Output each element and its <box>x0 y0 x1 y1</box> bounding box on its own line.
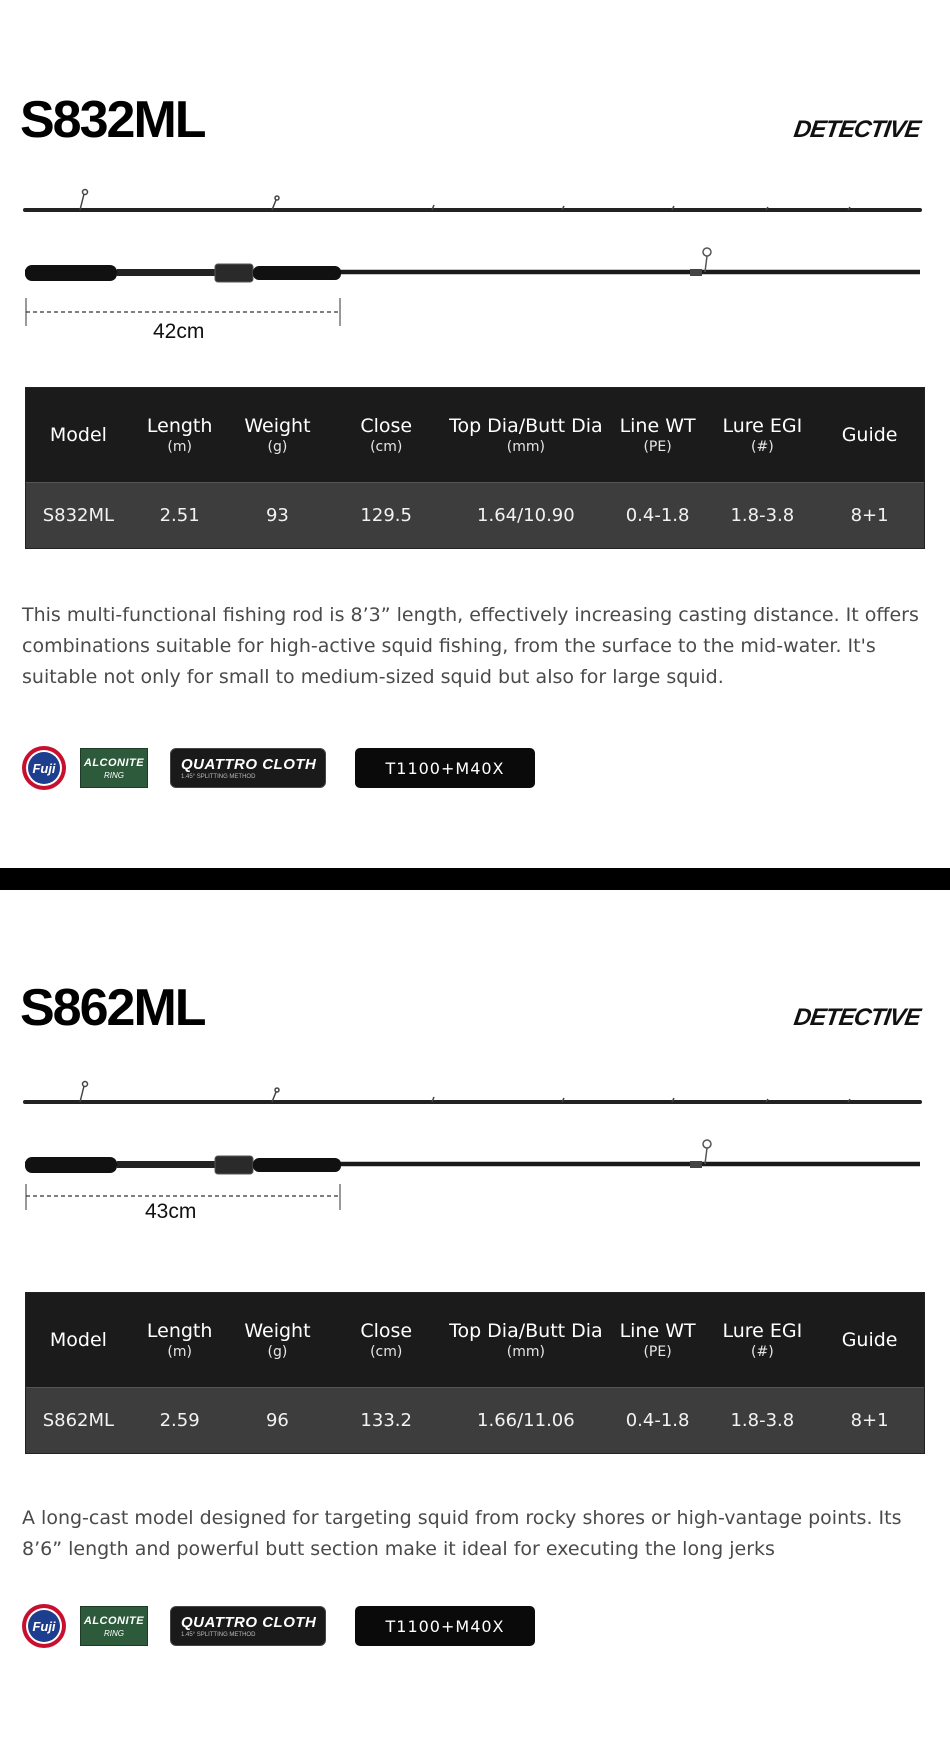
table-row <box>26 482 924 548</box>
header-model: Model <box>49 424 107 446</box>
header-close: Close (cm) <box>360 415 413 455</box>
header-model: Model <box>49 1329 107 1351</box>
cell-dia: 1.64/10.90 <box>477 505 575 526</box>
table-row <box>26 1387 924 1453</box>
header-length: Length (m) <box>146 415 213 455</box>
header-close: Close (cm) <box>360 1320 413 1360</box>
brand-logo: DETECTIVE <box>792 116 922 143</box>
feature-badges <box>22 744 542 790</box>
spec-table-header <box>26 388 924 482</box>
material-badge: T1100+M40X <box>355 748 535 788</box>
material-badge: T1100+M40X <box>355 1606 535 1646</box>
fuji-logo: Fuji <box>22 1604 66 1648</box>
header-lure-egi: Lure EGI (#) <box>722 1320 803 1360</box>
cell-line-wt: 0.4-1.8 <box>625 505 690 526</box>
product-section-s832ml <box>0 0 950 868</box>
product-description: A long-cast model designed for targeting squid from rocky shores or high-vantage points. Its 8’6” length and powerful butt section make it ideal for executing the long jerks <box>22 1507 902 1560</box>
header-guide: Guide <box>841 1329 898 1351</box>
cell-close: 133.2 <box>360 1410 412 1431</box>
brand-logo: DETECTIVE <box>792 1004 922 1031</box>
rod-illustration <box>0 1072 950 1232</box>
cell-weight: 96 <box>265 1410 289 1431</box>
spec-table <box>25 1292 925 1454</box>
cell-length: 2.59 <box>159 1410 200 1431</box>
header-dia: Top Dia/Butt Dia (mm) <box>449 415 603 455</box>
header-lure-egi: Lure EGI (#) <box>722 415 803 455</box>
model-title: S832ML <box>20 91 205 149</box>
fuji-logo: Fuji <box>22 746 66 790</box>
spec-table <box>25 387 925 549</box>
quattro-cloth-badge: QUATTRO CLOTH 1.45° SPLITTING METHOD <box>170 748 326 788</box>
feature-badges <box>22 1602 542 1648</box>
cell-guide: 8+1 <box>850 1410 889 1431</box>
cell-guide: 8+1 <box>850 505 889 526</box>
alconite-ring-badge: ALCONITE RING <box>80 748 148 788</box>
cell-weight: 93 <box>265 505 289 526</box>
model-title: S862ML <box>20 979 205 1037</box>
cell-length: 2.51 <box>159 505 200 526</box>
header-weight: Weight (g) <box>244 415 311 455</box>
cell-model: S862ML <box>42 1410 115 1431</box>
rod-illustration <box>0 180 950 340</box>
cell-lure-egi: 1.8-3.8 <box>730 1410 795 1431</box>
header-weight: Weight (g) <box>244 1320 311 1360</box>
cell-lure-egi: 1.8-3.8 <box>730 505 795 526</box>
header-length: Length (m) <box>146 1320 213 1360</box>
cell-close: 129.5 <box>360 505 412 526</box>
cell-line-wt: 0.4-1.8 <box>625 1410 690 1431</box>
header-dia: Top Dia/Butt Dia (mm) <box>449 1320 603 1360</box>
spec-table-header <box>26 1293 924 1387</box>
product-description: This multi-functional fishing rod is 8’3” length, effectively increasing casting distance. It offers combinations suitable for high-active squid fishing, from the surface to the mid-water. It's suitable not only for small to medium-sized squid but also for large squid. <box>22 604 919 688</box>
section-divider <box>0 868 950 890</box>
cell-dia: 1.66/11.06 <box>477 1410 575 1431</box>
grip-length-label: 43cm <box>145 1200 197 1223</box>
grip-length-label: 42cm <box>153 320 205 343</box>
alconite-ring-badge: ALCONITE RING <box>80 1606 148 1646</box>
header-line-wt: Line WT (PE) <box>619 1320 696 1360</box>
cell-model: S832ML <box>42 505 115 526</box>
product-section-s862ml <box>0 890 950 1758</box>
header-line-wt: Line WT (PE) <box>619 415 696 455</box>
quattro-cloth-badge: QUATTRO CLOTH 1.45° SPLITTING METHOD <box>170 1606 326 1646</box>
header-guide: Guide <box>841 424 898 446</box>
